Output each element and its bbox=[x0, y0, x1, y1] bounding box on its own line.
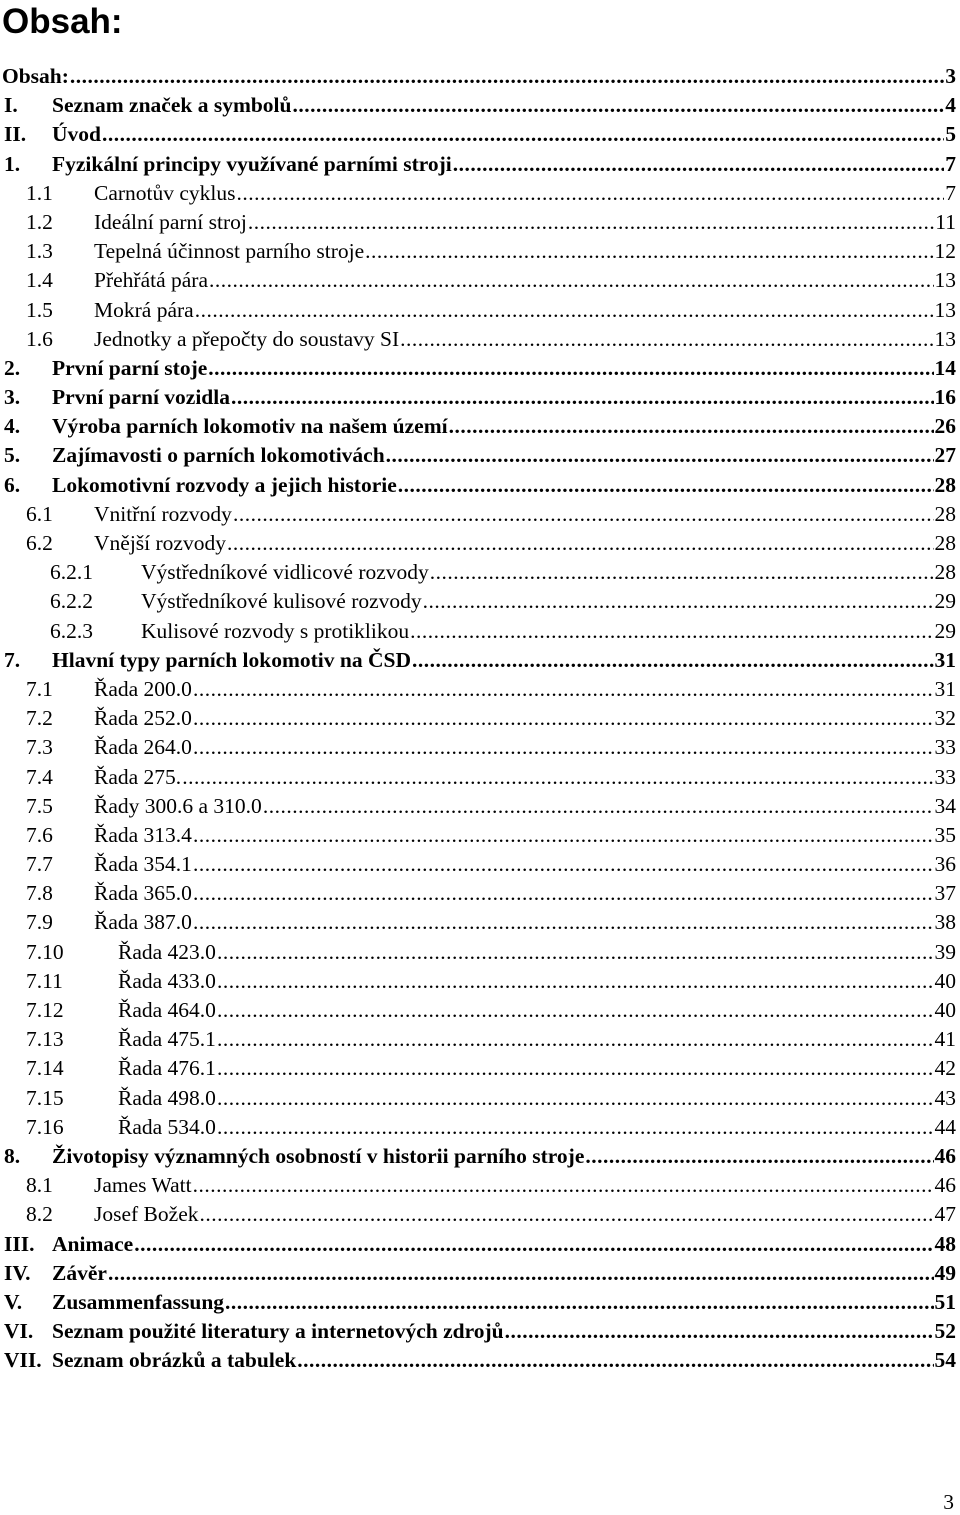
toc-entry-title: Řada 365.0 bbox=[94, 879, 192, 908]
toc-entry-title: První parní vozidla bbox=[52, 383, 230, 412]
toc-entry-title: Řada 264.0 bbox=[94, 733, 192, 762]
toc-entry-title: Carnotův cyklus bbox=[94, 179, 236, 208]
toc-entry-page: 3 bbox=[945, 64, 956, 88]
toc-entry[interactable] bbox=[0, 733, 960, 762]
toc-entry-page: 31 bbox=[934, 647, 956, 672]
toc-entry-page: 13 bbox=[934, 268, 956, 293]
toc-entry[interactable] bbox=[0, 150, 960, 179]
toc-entry-page: 29 bbox=[934, 589, 956, 614]
dot-leader bbox=[217, 1113, 934, 1142]
toc-entry[interactable] bbox=[0, 675, 960, 704]
toc-entry[interactable] bbox=[0, 412, 960, 441]
dot-leader bbox=[209, 266, 934, 295]
toc-entry[interactable] bbox=[0, 1259, 960, 1288]
toc-entry-number: 1.4 bbox=[26, 268, 53, 293]
dot-leader bbox=[200, 1200, 934, 1229]
dot-leader bbox=[193, 1171, 934, 1200]
toc-entry[interactable] bbox=[0, 850, 960, 879]
toc-entry-number: 7.5 bbox=[26, 793, 53, 818]
toc-entry-page: 52 bbox=[934, 1319, 956, 1344]
dot-leader bbox=[217, 1054, 934, 1083]
toc-entry[interactable] bbox=[0, 967, 960, 996]
toc-entry-page: 4 bbox=[945, 93, 956, 118]
toc-entry-number: 7.15 bbox=[26, 1085, 64, 1110]
toc-entry-number: 1.3 bbox=[26, 239, 53, 264]
toc-entry[interactable] bbox=[0, 1054, 960, 1083]
toc-entry-title: Lokomotivní rozvody a jejich historie bbox=[52, 471, 397, 500]
toc-entry-number: 1.1 bbox=[26, 180, 53, 205]
toc-entry[interactable] bbox=[0, 325, 960, 354]
toc-entry-number: Obsah: bbox=[2, 64, 69, 88]
toc-entry[interactable] bbox=[0, 383, 960, 412]
toc-entry-title: Jednotky a přepočty do soustavy SI bbox=[94, 325, 399, 354]
toc-entry-title: Řada 464.0 bbox=[118, 996, 216, 1025]
dot-leader bbox=[400, 325, 933, 354]
dot-leader bbox=[227, 529, 934, 558]
toc-entry-number: 1.6 bbox=[26, 326, 53, 351]
toc-entry-page: 44 bbox=[934, 1114, 956, 1139]
toc-entry-page: 14 bbox=[934, 355, 956, 380]
toc-entry-title: Seznam obrázků a tabulek bbox=[52, 1346, 296, 1375]
toc-entry-page: 28 bbox=[934, 531, 956, 555]
dot-leader bbox=[386, 441, 934, 470]
toc-entry-title: James Watt bbox=[94, 1171, 192, 1200]
toc-entry-title: Řady 300.6 a 310.0 bbox=[94, 792, 262, 821]
toc-entry-number: III. bbox=[4, 1231, 35, 1256]
toc-entry-number: 6.2 bbox=[26, 531, 53, 555]
toc-entry-title: Kulisové rozvody s protiklikou bbox=[141, 617, 409, 646]
toc-entry-title: Řada 313.4 bbox=[94, 821, 192, 850]
dot-leader bbox=[233, 500, 934, 529]
toc-entry-title: Řada 200.0 bbox=[94, 675, 192, 704]
dot-leader bbox=[217, 1084, 934, 1113]
toc-entry-page: 36 bbox=[934, 852, 956, 877]
toc-entry-title: Hlavní typy parních lokomotiv na ČSD bbox=[52, 646, 411, 675]
toc-entry-number: I. bbox=[4, 93, 18, 118]
dot-leader bbox=[430, 558, 934, 587]
toc-entry-page: 40 bbox=[934, 998, 956, 1022]
toc-entry[interactable] bbox=[0, 704, 960, 733]
toc-entry-number: 6.1 bbox=[26, 501, 53, 526]
dot-leader bbox=[193, 908, 934, 937]
toc-entry-title: Josef Božek bbox=[94, 1200, 199, 1229]
toc-entry-number: 1.5 bbox=[26, 297, 53, 322]
toc-entry[interactable] bbox=[0, 1084, 960, 1113]
toc-entry-page: 33 bbox=[934, 764, 956, 789]
toc-entry-number: 7.10 bbox=[26, 939, 64, 964]
toc-entry-number: 7.8 bbox=[26, 881, 53, 906]
toc-entry-page: 29 bbox=[934, 618, 956, 643]
toc-entry-title: První parní stoje bbox=[52, 354, 207, 383]
dot-leader bbox=[398, 471, 934, 500]
toc-entry-number: IV. bbox=[4, 1260, 31, 1285]
toc-entry[interactable] bbox=[0, 237, 960, 266]
toc-entry-page: 48 bbox=[934, 1231, 956, 1256]
toc-entry-page: 37 bbox=[934, 881, 956, 906]
toc-entry-page: 11 bbox=[935, 209, 956, 234]
toc-entry-title: Seznam značek a symbolů bbox=[52, 91, 292, 120]
toc-entry[interactable] bbox=[0, 821, 960, 850]
dot-leader bbox=[134, 1230, 933, 1259]
toc-entry-page: 13 bbox=[934, 297, 956, 322]
toc-entry-number: V. bbox=[4, 1289, 23, 1314]
toc-entry[interactable] bbox=[0, 1288, 960, 1317]
table-of-contents bbox=[0, 62, 960, 1375]
toc-entry-number: 6.2.2 bbox=[50, 589, 93, 614]
toc-entry-number: 7.3 bbox=[26, 735, 53, 760]
dot-leader bbox=[248, 208, 934, 237]
page-title: Obsah: bbox=[2, 2, 123, 41]
toc-entry[interactable] bbox=[0, 208, 960, 237]
toc-entry[interactable] bbox=[0, 646, 960, 675]
toc-entry-number: 8. bbox=[4, 1143, 21, 1168]
dot-leader bbox=[449, 412, 934, 441]
toc-entry-title: Fyzikální principy využívané parními stroji bbox=[52, 150, 452, 179]
dot-leader bbox=[193, 733, 934, 762]
toc-entry-title: Vnitřní rozvody bbox=[94, 500, 232, 529]
toc-entry-title: Přehřátá pára bbox=[94, 266, 208, 295]
dot-leader bbox=[193, 675, 934, 704]
dot-leader bbox=[225, 1288, 933, 1317]
toc-entry-number: 8.1 bbox=[26, 1173, 53, 1198]
toc-entry[interactable] bbox=[0, 879, 960, 908]
toc-entry-title: Řada 475.1 bbox=[118, 1025, 216, 1054]
dot-leader bbox=[237, 179, 945, 208]
toc-entry[interactable] bbox=[0, 441, 960, 470]
toc-entry[interactable] bbox=[0, 996, 960, 1025]
toc-entry-title: Úvod bbox=[52, 120, 101, 149]
dot-leader bbox=[193, 821, 934, 850]
toc-entry-number: 2. bbox=[4, 355, 21, 380]
dot-leader bbox=[193, 704, 934, 733]
toc-entry-number: 3. bbox=[4, 385, 21, 410]
dot-leader bbox=[365, 237, 933, 266]
toc-entry-page: 47 bbox=[934, 1202, 956, 1227]
toc-entry[interactable] bbox=[0, 1142, 960, 1171]
dot-leader bbox=[193, 879, 934, 908]
dot-leader bbox=[423, 587, 934, 616]
toc-entry-title: Řada 433.0 bbox=[118, 967, 216, 996]
toc-entry-title: Animace bbox=[52, 1230, 133, 1259]
toc-entry[interactable] bbox=[0, 1025, 960, 1054]
toc-entry-number: 1.2 bbox=[26, 209, 53, 234]
toc-entry-number: 7.12 bbox=[26, 998, 64, 1022]
toc-entry-title: Mokrá pára bbox=[94, 296, 194, 325]
dot-leader bbox=[217, 967, 934, 996]
toc-entry-number: 7.13 bbox=[26, 1027, 64, 1052]
toc-entry[interactable] bbox=[0, 1230, 960, 1259]
toc-entry-title: Řada 476.1 bbox=[118, 1054, 216, 1083]
toc-entry[interactable] bbox=[0, 1346, 960, 1375]
dot-leader bbox=[412, 646, 934, 675]
toc-entry-title: Seznam použité literatury a internetových zdrojů bbox=[52, 1317, 504, 1346]
dot-leader bbox=[108, 1259, 934, 1288]
toc-entry-page: 41 bbox=[934, 1027, 956, 1052]
toc-entry-page: 39 bbox=[934, 939, 956, 964]
toc-entry-page: 28 bbox=[934, 472, 956, 497]
toc-entry-number: 4. bbox=[4, 414, 21, 439]
toc-entry[interactable] bbox=[0, 558, 960, 587]
toc-entry-title: Ideální parní stroj bbox=[94, 208, 247, 237]
toc-entry-page: 13 bbox=[934, 326, 956, 351]
toc-entry-page: 49 bbox=[934, 1260, 956, 1285]
toc-entry-number: 7.14 bbox=[26, 1056, 64, 1081]
dot-leader bbox=[297, 1346, 933, 1375]
toc-entry[interactable] bbox=[0, 471, 960, 500]
toc-entry-page: 54 bbox=[934, 1348, 956, 1373]
toc-entry-title: Životopisy významných osobností v historii parního stroje bbox=[52, 1142, 584, 1171]
toc-entry-number: II. bbox=[4, 122, 27, 147]
dot-leader bbox=[70, 62, 944, 91]
toc-entry-title: Výstředníkové vidlicové rozvody bbox=[141, 558, 429, 587]
toc-entry[interactable] bbox=[0, 908, 960, 937]
toc-entry-page: 43 bbox=[934, 1085, 956, 1110]
toc-entry-title: Řada 534.0 bbox=[118, 1113, 216, 1142]
toc-entry-number: 8.2 bbox=[26, 1202, 53, 1227]
toc-entry-page: 26 bbox=[934, 414, 956, 439]
toc-entry[interactable] bbox=[0, 179, 960, 208]
toc-entry-page: 32 bbox=[934, 706, 956, 731]
toc-entry-number: 7.7 bbox=[26, 852, 53, 877]
toc-entry[interactable] bbox=[0, 792, 960, 821]
toc-entry-number: 7.2 bbox=[26, 706, 53, 731]
toc-entry-number: 7.6 bbox=[26, 822, 53, 847]
toc-entry-page: 46 bbox=[934, 1143, 956, 1168]
toc-entry-page: 38 bbox=[934, 910, 956, 935]
toc-entry-page: 46 bbox=[934, 1173, 956, 1198]
dot-leader bbox=[453, 150, 944, 179]
dot-leader bbox=[193, 850, 934, 879]
toc-entry-page: 28 bbox=[934, 560, 956, 585]
page-number: 3 bbox=[943, 1490, 954, 1514]
toc-entry[interactable] bbox=[0, 529, 960, 558]
toc-entry-number: VI. bbox=[4, 1319, 34, 1344]
toc-entry-title: Závěr bbox=[52, 1259, 107, 1288]
toc-entry[interactable] bbox=[0, 354, 960, 383]
toc-entry-title: Řada 252.0 bbox=[94, 704, 192, 733]
toc-entry-number: 7.4 bbox=[26, 764, 53, 789]
dot-leader bbox=[293, 91, 945, 120]
toc-entry[interactable] bbox=[0, 587, 960, 616]
toc-entry-page: 42 bbox=[934, 1056, 956, 1081]
toc-entry-page: 34 bbox=[934, 793, 956, 818]
toc-entry-page: 7 bbox=[945, 151, 956, 176]
toc-entry-title: Zusammenfassung bbox=[52, 1288, 224, 1317]
toc-entry-title: Řada 423.0 bbox=[118, 938, 216, 967]
toc-entry-number: 6.2.1 bbox=[50, 560, 93, 585]
toc-entry-number: 7.9 bbox=[26, 910, 53, 935]
toc-entry-page: 7 bbox=[945, 180, 956, 205]
toc-entry-title: Výroba parních lokomotiv na našem území bbox=[52, 412, 448, 441]
dot-leader bbox=[102, 120, 944, 149]
toc-entry[interactable] bbox=[0, 1200, 960, 1229]
toc-entry-number: 6.2.3 bbox=[50, 618, 93, 643]
toc-entry[interactable] bbox=[0, 266, 960, 295]
toc-entry-page: 16 bbox=[934, 385, 956, 410]
toc-entry-page: 51 bbox=[934, 1289, 956, 1314]
toc-entry[interactable] bbox=[0, 1317, 960, 1346]
dot-leader bbox=[263, 792, 934, 821]
toc-entry-number: 7.1 bbox=[26, 676, 53, 701]
dot-leader bbox=[182, 763, 933, 792]
toc-entry-title: Výstředníkové kulisové rozvody bbox=[141, 587, 422, 616]
toc-entry-page: 5 bbox=[945, 122, 956, 147]
toc-entry[interactable] bbox=[0, 500, 960, 529]
toc-entry[interactable] bbox=[0, 91, 960, 120]
toc-entry-title: Řada 354.1 bbox=[94, 850, 192, 879]
dot-leader bbox=[231, 383, 934, 412]
dot-leader bbox=[505, 1317, 934, 1346]
toc-entry-number: 7.16 bbox=[26, 1114, 64, 1139]
dot-leader bbox=[195, 296, 934, 325]
toc-entry-title: Řada 275. bbox=[94, 763, 181, 792]
toc-entry[interactable] bbox=[0, 763, 960, 792]
toc-entry[interactable] bbox=[0, 120, 960, 149]
toc-entry-page: 31 bbox=[934, 676, 956, 701]
toc-entry[interactable] bbox=[0, 1171, 960, 1200]
toc-entry-number: 7.11 bbox=[26, 968, 63, 993]
toc-entry-page: 40 bbox=[934, 968, 956, 993]
toc-entry-title: Řada 387.0 bbox=[94, 908, 192, 937]
toc-entry-number: 1. bbox=[4, 151, 21, 176]
toc-entry-title: Vnější rozvody bbox=[94, 529, 226, 558]
dot-leader bbox=[208, 354, 933, 383]
toc-entry[interactable] bbox=[0, 938, 960, 967]
toc-entry-page: 12 bbox=[934, 239, 956, 264]
toc-entry-number: 7. bbox=[4, 647, 21, 672]
dot-leader bbox=[585, 1142, 933, 1171]
toc-entry-number: 5. bbox=[4, 443, 21, 468]
toc-entry-title: Zajímavosti o parních lokomotivách bbox=[52, 441, 385, 470]
toc-entry-number: VII. bbox=[4, 1348, 42, 1373]
dot-leader bbox=[217, 938, 934, 967]
dot-leader bbox=[410, 617, 933, 646]
toc-entry-page: 28 bbox=[934, 501, 956, 526]
dot-leader bbox=[217, 996, 934, 1025]
dot-leader bbox=[217, 1025, 934, 1054]
toc-entry-title: Tepelná účinnost parního stroje bbox=[94, 237, 364, 266]
toc-entry[interactable] bbox=[0, 296, 960, 325]
toc-entry-page: 35 bbox=[934, 822, 956, 847]
toc-entry[interactable] bbox=[0, 617, 960, 646]
toc-entry[interactable] bbox=[0, 1113, 960, 1142]
toc-entry[interactable] bbox=[0, 62, 960, 91]
toc-entry-title: Řada 498.0 bbox=[118, 1084, 216, 1113]
toc-entry-number: 6. bbox=[4, 472, 21, 497]
toc-entry-page: 33 bbox=[934, 735, 956, 760]
toc-entry-page: 27 bbox=[934, 443, 956, 468]
